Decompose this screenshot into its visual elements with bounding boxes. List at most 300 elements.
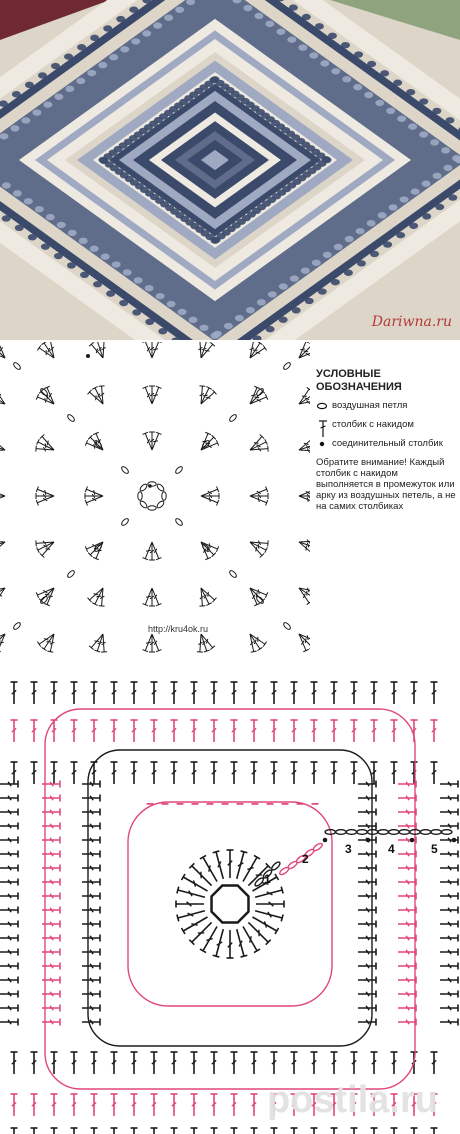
chart2-dc-213	[82, 907, 100, 914]
photo-bobble-0-1-31	[409, 223, 418, 229]
chart2-dc-101	[431, 762, 438, 784]
chart1-dc-14	[199, 342, 215, 360]
chart2-dc-251	[398, 935, 416, 942]
photo-bobble-1-3-86	[175, 7, 184, 13]
photo-bobble-2-2-45	[139, 220, 148, 226]
chart2-dc-275	[440, 1019, 458, 1026]
photo-bobble-2-3-99	[209, 43, 218, 49]
chart2-dc-171	[0, 823, 18, 830]
chart2-dc-236	[358, 977, 376, 984]
photo-bobble-0-3-40	[38, 72, 47, 78]
photo-bobble-2-3-77	[173, 69, 182, 75]
chart2-dc-225	[358, 823, 376, 830]
photo-bobble-1-2-40	[112, 261, 121, 267]
photo-bobble-2-1-14	[349, 172, 358, 178]
chart2-dc-71	[271, 720, 278, 742]
chart2-dc-165	[391, 1128, 398, 1134]
chart2-dc-111	[191, 1052, 198, 1074]
photo-bobble-2-2-81	[81, 179, 90, 185]
chart2-dc-0	[256, 901, 284, 908]
chart2-dc-90	[211, 762, 218, 784]
chart2-pink-chain-4	[312, 842, 323, 852]
chart2-dc-87	[151, 762, 158, 784]
photo-bobble-2-0-77	[333, 130, 342, 136]
photo-bobble-2-0-27	[254, 73, 263, 79]
photo-bobble-0-2-22	[145, 319, 154, 325]
photo-bobble-1-3-72	[142, 30, 151, 36]
chart2-dc-37	[31, 682, 38, 704]
chart2-dc-61	[71, 720, 78, 742]
chart2-dc-178	[0, 921, 18, 928]
chart2-dc-57	[431, 682, 438, 704]
photo-bobble-0-0-45	[341, 42, 350, 48]
photo-bobble-1-1-59	[312, 260, 321, 266]
photo-bobble-2-0-81	[340, 135, 349, 141]
chart2-black-frame-inner	[88, 750, 372, 1046]
photo-bobble-2-3-31	[101, 121, 110, 127]
photo-bobble-2-3-18	[79, 136, 88, 142]
crochet-photo	[0, 0, 460, 340]
chart2-dc-209	[82, 851, 100, 858]
chart2-dc-121	[391, 1052, 398, 1074]
photo-bobble-2-2-22	[175, 246, 184, 252]
chart1-dc-20	[298, 348, 310, 361]
photo-bobble-3-0-99	[321, 156, 330, 162]
crochet-chart-2	[0, 664, 460, 1134]
photo-bobble-1-1-99	[213, 331, 222, 337]
chart1-slip-stitch-top	[86, 354, 90, 358]
chart2-dc-119	[351, 1052, 358, 1074]
chart1-dc-76	[250, 493, 268, 499]
chart1-diag-chain-2-5	[12, 621, 21, 630]
photo-bobble-0-1-68	[305, 298, 314, 304]
photo-bobble-1-1-72	[279, 283, 288, 289]
photo-bobble-1-3-22	[21, 117, 30, 123]
photo-bobble-2-2-59	[117, 205, 126, 211]
photo-bobble-1-1-90	[235, 315, 244, 321]
double-crochet-icon	[316, 419, 330, 439]
photo-bobble-0-2-36	[106, 290, 115, 296]
photo-bobble-0-1-40	[383, 241, 392, 247]
chart1-diag-chain-2-1	[120, 517, 129, 526]
chart2-dc-271	[440, 963, 458, 970]
chart2-dc-183	[0, 991, 18, 998]
chart2-dc-162	[331, 1128, 338, 1134]
photo-bobble-1-2-14	[178, 309, 187, 315]
chart2-dc-120	[371, 1052, 378, 1074]
chart2-dc-146	[11, 1128, 18, 1134]
photo-bobble-0-0-40	[328, 33, 337, 39]
photo-bobble-2-0-31	[261, 78, 270, 84]
chart2-dc-177	[0, 907, 18, 914]
chart2-dc-151	[111, 1128, 118, 1134]
photo-bobble-1-2-86	[2, 182, 11, 188]
photo-bobble-2-1-86	[234, 255, 243, 261]
chart2-dc-62	[91, 720, 98, 742]
chart2-dc-245	[398, 851, 416, 858]
chart2-dc-227	[358, 851, 376, 858]
chart2-dc-12	[176, 901, 204, 908]
chart2-dc-124	[11, 1094, 18, 1116]
chart2-dc-70	[251, 720, 258, 742]
photo-bobble-2-3-40	[115, 110, 124, 116]
chart1-dc-131	[89, 632, 105, 650]
photo-bobble-1-1-95	[224, 323, 233, 329]
photo-bobble-1-0-31	[287, 36, 296, 42]
photo-bobble-2-2-14	[189, 256, 198, 262]
chart2-dc-113	[231, 1052, 238, 1074]
photo-bobble-1-1-81	[257, 299, 266, 305]
photo-bobble-0-1-54	[344, 270, 353, 276]
photo-bobble-2-0-22	[247, 68, 256, 74]
photo-bobble-1-0-77	[397, 116, 406, 122]
chart2-dc-239	[358, 1019, 376, 1026]
chart2-dc-81	[31, 762, 38, 784]
photo-bobble-1-3-36	[54, 94, 63, 100]
chart1-center-chain-3	[139, 500, 148, 509]
photo-bobble-0-1-36	[396, 232, 405, 238]
chart2-dc-155	[191, 1128, 198, 1134]
photo-bobble-2-2-40	[146, 225, 155, 231]
photo-bobble-0-2-40	[93, 281, 102, 287]
chart2-dc-86	[131, 762, 138, 784]
chart2-dc-69	[231, 720, 238, 742]
chart2-dc-217	[82, 963, 100, 970]
chart2-dc-103	[31, 1052, 38, 1074]
chart2-dc-241	[398, 795, 416, 802]
photo-bobble-1-0-14	[243, 5, 252, 11]
chart2-dc-266	[440, 893, 458, 900]
chart2-dc-110	[171, 1052, 178, 1074]
chart2-dc-173	[0, 851, 18, 858]
chart2-dc-8	[200, 925, 220, 953]
chart2-dc-219	[82, 991, 100, 998]
photo-bobble-2-1-63	[270, 229, 279, 235]
photo-bobble-1-0-59	[353, 84, 362, 90]
chart2-dc-50	[291, 682, 298, 704]
chart1-diag-chain-1-5	[282, 361, 291, 370]
chart2-dc-274	[440, 1005, 458, 1012]
chart2-dc-214	[82, 921, 100, 928]
photo-bobble-1-1-63	[301, 267, 310, 273]
photo-bobble-1-2-31	[134, 277, 143, 283]
chart1-dc-67	[36, 493, 54, 499]
photo-bobble-1-1-54	[323, 252, 332, 258]
chart2-dc-172	[0, 837, 18, 844]
chart2-dc-63	[111, 720, 118, 742]
chart2-slip-stitch-1	[366, 838, 371, 843]
photo-bobble-0-2-68	[15, 225, 24, 231]
photo-bobble-3-2-99	[100, 158, 109, 164]
chart2-dc-133	[191, 1094, 198, 1116]
chart2-dc-273	[440, 991, 458, 998]
photo-bobble-2-3-45	[123, 105, 132, 111]
photo-bobble-0-1-59	[331, 279, 340, 285]
chart2-dc-105	[71, 1052, 78, 1074]
photo-bobble-0-2-18	[158, 328, 167, 334]
photo-bobble-0-2-54	[54, 253, 63, 259]
chart2-dc-229	[358, 879, 376, 886]
photo-bobble-0-1-81	[266, 326, 275, 332]
round-label-4: 4	[388, 842, 395, 856]
chart2-dc-75	[351, 720, 358, 742]
photo-bobble-2-3-86	[187, 58, 196, 64]
photo-bobble-1-0-45	[320, 60, 329, 66]
photo-bobble-2-3-9	[65, 146, 74, 152]
chart2-dc-212	[82, 893, 100, 900]
photo-bobble-1-3-27	[32, 109, 41, 115]
photo-bobble-0-1-63	[318, 288, 327, 294]
chart2-dc-248	[398, 893, 416, 900]
chart2-dc-168	[0, 781, 18, 788]
chart2-dc-270	[440, 949, 458, 956]
photo-bobble-0-3-59	[90, 35, 99, 41]
chart1-center-chain-0	[162, 492, 166, 500]
chart2-dc-56	[411, 682, 418, 704]
photo-bobble-1-1-49	[334, 244, 343, 250]
chart2-dc-207	[82, 823, 100, 830]
chart2-dc-132	[171, 1094, 178, 1116]
photo-bobble-2-0-86	[347, 140, 356, 146]
photo-bobble-2-1-45	[299, 209, 308, 215]
chart1-dc-73	[201, 493, 219, 499]
round-label-2: 2	[302, 852, 309, 866]
chart2-chain-row-1	[336, 830, 346, 835]
photo-bobble-1-3-59	[109, 54, 118, 60]
photo-bobble-1-1-14	[422, 181, 431, 187]
chart2-dc-265	[440, 879, 458, 886]
photo-bobble-1-0-22	[265, 21, 274, 27]
photo-bobble-2-2-54	[124, 210, 133, 216]
chart2-dc-68	[211, 720, 218, 742]
photo-bobble-2-2-18	[182, 251, 191, 257]
chart2-slip-stitch-2	[410, 838, 415, 843]
photo-bobble-1-2-9	[189, 317, 198, 323]
chart2-dc-210	[82, 865, 100, 872]
photo-bobble-2-0-95	[362, 150, 371, 156]
chart2-dc-154	[171, 1128, 178, 1134]
chart1-diag-chain-0-3	[228, 569, 237, 578]
chart2-dc-108	[131, 1052, 138, 1074]
chart2-dc-102	[11, 1052, 18, 1074]
photo-bobble-0-2-27	[132, 309, 141, 315]
chart1-slip-stitch-center	[148, 484, 152, 488]
chart2-dc-166	[411, 1128, 418, 1134]
chart2-dc-97	[351, 762, 358, 784]
photo-bobble-2-1-77	[248, 245, 257, 251]
chart2-dc-55	[391, 682, 398, 704]
chart2-dc-149	[71, 1128, 78, 1134]
photo-bobble-0-3-54	[77, 44, 86, 50]
photo-bobble-2-3-49	[130, 100, 139, 106]
chart1-center-chain-1	[156, 500, 165, 509]
chart2-dc-127	[71, 1094, 78, 1116]
photo-bobble-2-3-72	[166, 74, 175, 80]
photo-bobble-0-3-72	[129, 6, 138, 12]
chart2-chain-row-7	[399, 830, 409, 835]
photo-bobble-1-0-63	[364, 92, 373, 98]
legend-label-slip-stitch: соединительный столбик	[332, 438, 443, 449]
chart2-dc-76	[371, 720, 378, 742]
chart2-dc-232	[358, 921, 376, 928]
chart2-dc-52	[331, 682, 338, 704]
photo-bobble-1-2-54	[79, 238, 88, 244]
chart2-dc-53	[351, 682, 358, 704]
chart2-dc-5	[233, 928, 247, 957]
chart2-dc-136	[251, 1094, 258, 1116]
photo-bobble-0-1-49	[357, 260, 366, 266]
chart2-dc-250	[398, 921, 416, 928]
photo-bobble-2-3-59	[144, 89, 153, 95]
photo-bobble-1-2-22	[156, 293, 165, 299]
chart2-dc-234	[358, 949, 376, 956]
chart2-dc-254	[398, 977, 416, 984]
chart2-dc-267	[440, 907, 458, 914]
chart2-dc-181	[0, 963, 18, 970]
chart2-dc-260	[440, 809, 458, 816]
photo-bobble-2-2-63	[110, 199, 119, 205]
chart2-dc-180	[0, 949, 18, 956]
chart2-dc-131	[151, 1094, 158, 1116]
photo-bobble-0-2-31	[119, 300, 128, 306]
photo-bobble-2-3-22	[87, 131, 96, 137]
photo-bobble-1-0-81	[408, 123, 417, 129]
photo-bobble-1-2-77	[24, 198, 33, 204]
photo-watermark: Dariwna.ru	[371, 314, 452, 330]
photo-bobble-1-1-45	[345, 236, 354, 242]
round-label-1: 1	[264, 872, 271, 886]
chart1-center-chain-2	[148, 506, 156, 510]
photo-bobble-2-1-49	[291, 214, 300, 220]
chart2-dc-147	[31, 1128, 38, 1134]
chart2-dc-99	[391, 762, 398, 784]
chart2-dc-161	[311, 1128, 318, 1134]
chart2-dc-135	[231, 1094, 238, 1116]
chart2-dc-47	[231, 682, 238, 704]
chart2-dc-118	[331, 1052, 338, 1074]
chart1-diag-chain-1-3	[228, 413, 237, 422]
photo-bobble-2-1-59	[277, 224, 286, 230]
chart2-dc-107	[111, 1052, 118, 1074]
chart2-dc-247	[398, 879, 416, 886]
photo-bobble-0-0-49	[354, 51, 363, 57]
photo-bobble-0-0-68	[406, 89, 415, 95]
photo-bobble-0-3-68	[116, 16, 125, 22]
photo-bobble-2-1-95	[219, 266, 228, 272]
photo-bobble-1-2-63	[57, 222, 66, 228]
chart2-dc-114	[251, 1052, 258, 1074]
chart2-dc-242	[398, 809, 416, 816]
photo-bobble-0-0-36	[315, 23, 324, 29]
chart2-dc-246	[398, 865, 416, 872]
chart1-diag-chain-0-1	[174, 517, 183, 526]
photo-bobble-2-0-9	[225, 52, 234, 58]
photo-bobble-1-3-63	[120, 46, 129, 52]
photo-bobble-1-1-77	[268, 291, 277, 297]
photo-bobble-0-2-59	[41, 243, 50, 249]
chart2-chain-row-3	[357, 830, 367, 835]
chart2-dc-211	[82, 879, 100, 886]
photo-bobble-1-1-18	[411, 188, 420, 194]
photo-bobble-2-2-5	[203, 267, 212, 273]
postila-watermark: postila.ru	[266, 1079, 438, 1121]
chart2-dc-220	[82, 1005, 100, 1012]
photo-bobble-2-3-54	[137, 95, 146, 101]
photo-bobble-1-2-72	[35, 206, 44, 212]
photo-bobble-0-0-63	[393, 80, 402, 86]
chart2-dc-4	[240, 925, 260, 953]
photo-bobble-2-2-77	[88, 184, 97, 190]
round-label-5: 5	[431, 842, 438, 856]
photo-bobble-0-0-27	[289, 4, 298, 10]
chart2-dc-10	[181, 914, 209, 934]
chart2-dc-88	[171, 762, 178, 784]
chart2-dc-258	[440, 781, 458, 788]
chart2-dc-23	[254, 887, 283, 901]
chart2-dc-96	[331, 762, 338, 784]
chart2-dc-261	[440, 823, 458, 830]
photo-bobble-0-2-45	[80, 272, 89, 278]
chart2-dc-253	[398, 963, 416, 970]
photo-bobble-1-2-27	[145, 285, 154, 291]
chart2-round2-frame	[128, 802, 332, 1006]
photo-bobble-0-0-31	[302, 14, 311, 20]
chart2-dc-156	[211, 1128, 218, 1134]
chart2-dc-208	[82, 837, 100, 844]
chart2-dc-73	[311, 720, 318, 742]
chart2-dc-115	[271, 1052, 278, 1074]
chart1-dc-121	[297, 586, 310, 601]
photo-bobble-0-0-59	[380, 70, 389, 76]
photo-bobble-1-2-36	[123, 269, 132, 275]
chart2-dc-36	[11, 682, 18, 704]
photo-bobble-1-0-90	[430, 139, 439, 145]
chart2-dc-264	[440, 865, 458, 872]
chart2-dc-16	[200, 855, 220, 883]
photo-bobble-0-0-72	[419, 98, 428, 104]
photo-bobble-2-3-68	[159, 79, 168, 85]
chart2-dc-184	[0, 1005, 18, 1012]
chart2-dc-169	[0, 795, 18, 802]
photo-bobble-0-1-27	[422, 213, 431, 219]
chart2-dc-42	[131, 682, 138, 704]
chart2-dc-231	[358, 907, 376, 914]
photo-bobble-0-1-72	[292, 307, 301, 313]
chart2-dc-54	[371, 682, 378, 704]
photo-bobble-1-0-49	[331, 68, 340, 74]
chart2-slip-stitch-3	[452, 838, 457, 843]
chart2-dc-2	[251, 914, 279, 934]
chart2-dc-85	[111, 762, 118, 784]
photo-bobble-2-2-27	[167, 241, 176, 247]
photo-bobble-2-0-54	[297, 104, 306, 110]
chart2-chain-row-6	[389, 830, 399, 835]
crochet-chart-1	[0, 342, 460, 660]
photo-bobble-1-1-40	[356, 228, 365, 234]
chart2-dc-233	[358, 935, 376, 942]
photo-bobble-2-0-5	[218, 47, 227, 53]
chart2-dc-223	[358, 795, 376, 802]
photo-bobble-2-1-31	[320, 193, 329, 199]
photo-bobble-1-2-49	[90, 246, 99, 252]
legend	[316, 368, 456, 512]
chart2-dc-39	[71, 682, 78, 704]
chart2-dc-1	[254, 907, 283, 921]
photo-bobble-1-2-18	[167, 301, 176, 307]
chart2-dc-174	[0, 865, 18, 872]
chart2-dc-43	[151, 682, 158, 704]
photo-bobble-2-0-72	[326, 125, 335, 131]
